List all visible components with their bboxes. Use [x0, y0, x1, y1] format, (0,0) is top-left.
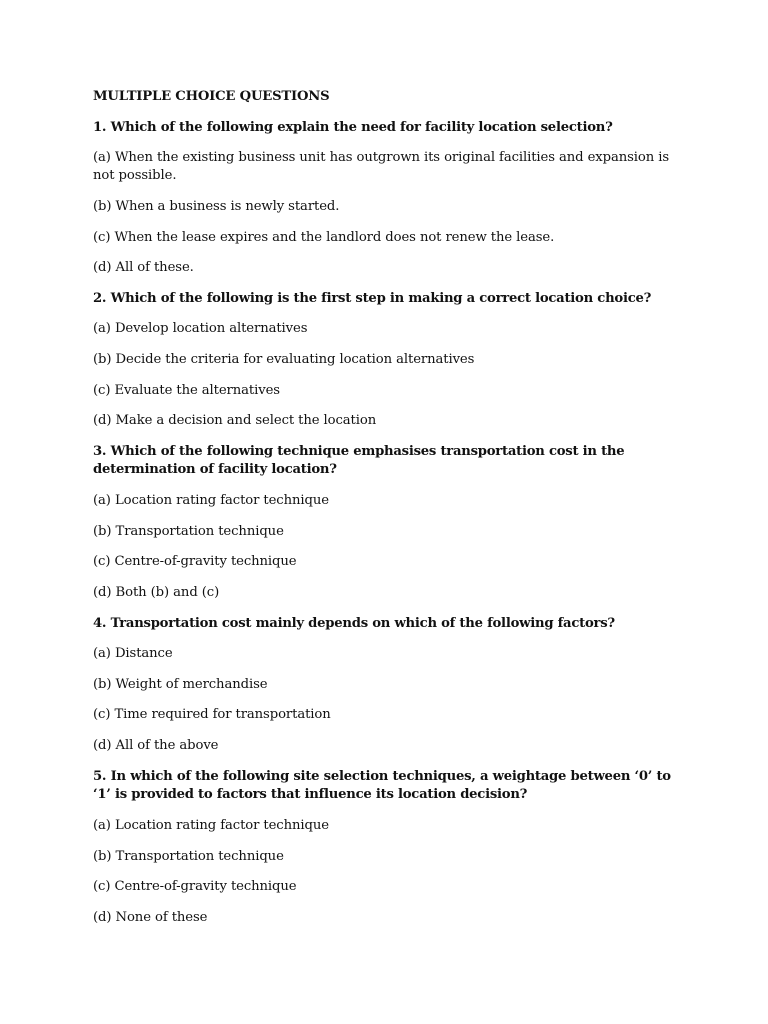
question-4-option-c: (c) Time required for transportation	[93, 707, 331, 722]
question-2: 2. Which of the following is the first step in making a correct location choice?	[93, 291, 652, 306]
page-title: MULTIPLE CHOICE QUESTIONS	[93, 89, 330, 104]
question-3-option-b: (b) Transportation technique	[93, 524, 284, 539]
question-5-option-c: (c) Centre-of-gravity technique	[93, 879, 297, 894]
question-3-option-d: (d) Both (b) and (c)	[93, 585, 220, 600]
question-1-option-b: (b) When a business is newly started.	[93, 199, 340, 214]
question-2-option-b: (b) Decide the criteria for evaluating location alternatives	[93, 352, 475, 367]
question-2-option-d: (d) Make a decision and select the location	[93, 413, 377, 428]
question-3: 3. Which of the following technique emphasises transportation cost in the determination of facility location?	[93, 444, 625, 477]
question-5-option-a: (a) Location rating factor technique	[93, 818, 329, 833]
question-5: 5. In which of the following site selection techniques, a weightage between ‘0’ to ‘1’ is provided to factors that influence its location decision?	[93, 769, 671, 802]
question-2-option-c: (c) Evaluate the alternatives	[93, 383, 280, 398]
question-1-option-c: (c) When the lease expires and the landlord does not renew the lease.	[93, 230, 555, 245]
question-2-option-a: (a) Develop location alternatives	[93, 321, 308, 336]
question-1-option-d: (d) All of these.	[93, 260, 194, 275]
question-5-option-d: (d) None of these	[93, 910, 208, 925]
question-5-option-b: (b) Transportation technique	[93, 849, 284, 864]
question-4-option-d: (d) All of the above	[93, 738, 219, 753]
question-4-option-b: (b) Weight of merchandise	[93, 677, 268, 692]
question-4: 4. Transportation cost mainly depends on which of the following factors?	[93, 616, 615, 631]
question-1-option-a: (a) When the existing business unit has outgrown its original facilities and expansion is not possible.	[93, 150, 670, 183]
question-1: 1. Which of the following explain the need for facility location selection?	[93, 120, 613, 135]
question-3-option-a: (a) Location rating factor technique	[93, 493, 329, 508]
question-4-option-a: (a) Distance	[93, 646, 173, 661]
question-3-option-c: (c) Centre-of-gravity technique	[93, 554, 297, 569]
